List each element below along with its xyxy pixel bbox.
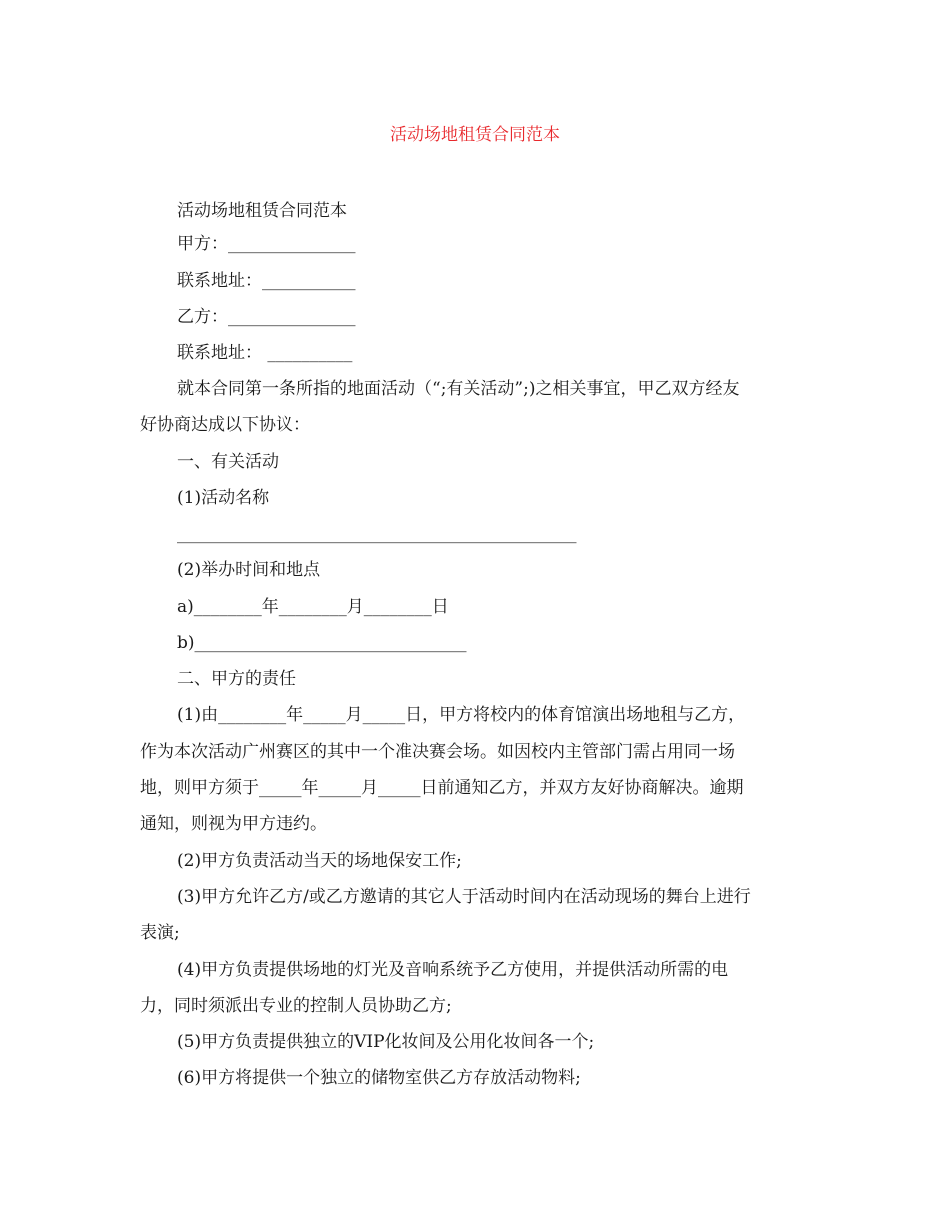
party-b-address-line: 联系地址： __________: [177, 343, 353, 363]
section-1-heading: 一、有关活动: [177, 452, 279, 472]
clause-1-line-4: 通知，则视为甲方违约。: [140, 814, 327, 834]
place-line: b)________________________________: [177, 633, 467, 653]
activity-name-blank: _______________________________________________: [177, 524, 577, 544]
clause-1-line-3: 地，则甲方须于_____年_____月_____日前通知乙方，并双方友好协商解决。逾期: [140, 778, 744, 798]
clause-3-line-2: 表演;: [140, 923, 180, 943]
heading-repeat: 活动场地租赁合同范本: [177, 201, 347, 221]
date-line: a)________年________月________日: [177, 597, 449, 617]
party-b-line: 乙方：_______________: [177, 307, 356, 327]
preamble-line-2: 好协商达成以下协议：: [140, 415, 310, 435]
activity-name-label: (1)活动名称: [177, 488, 270, 508]
clause-6: (6)甲方将提供一个独立的储物室供乙方存放活动物料;: [177, 1068, 581, 1088]
clause-1-line-1: (1)由________年_____月_____日，甲方将校内的体育馆演出场地租与乙方，: [177, 705, 746, 725]
time-place-label: (2)举办时间和地点: [177, 560, 321, 580]
clause-2: (2)甲方负责活动当天的场地保安工作;: [177, 851, 462, 871]
clause-5: (5)甲方负责提供独立的VIP化妆间及公用化妆间各一个;: [177, 1032, 595, 1052]
clause-1-line-2: 作为本次活动广州赛区的其中一个准决赛会场。如因校内主管部门需占用同一场: [140, 742, 735, 762]
clause-3-line-1: (3)甲方允许乙方/或乙方邀请的其它人于活动时间内在活动现场的舞台上进行: [177, 887, 751, 907]
party-a-address-line: 联系地址：___________: [177, 271, 356, 291]
section-2-heading: 二、甲方的责任: [177, 669, 296, 689]
clause-4-line-1: (4)甲方负责提供场地的灯光及音响系统予乙方使用，并提供活动所需的电: [177, 960, 729, 980]
clause-4-line-2: 力，同时须派出专业的控制人员协助乙方;: [140, 996, 452, 1016]
party-a-line: 甲方：_______________: [177, 234, 356, 254]
document-title: 活动场地租赁合同范本: [390, 125, 560, 145]
preamble-line-1: 就本合同第一条所指的地面活动（“;有关活动”;)之相关事宜，甲乙双方经友: [177, 379, 740, 399]
